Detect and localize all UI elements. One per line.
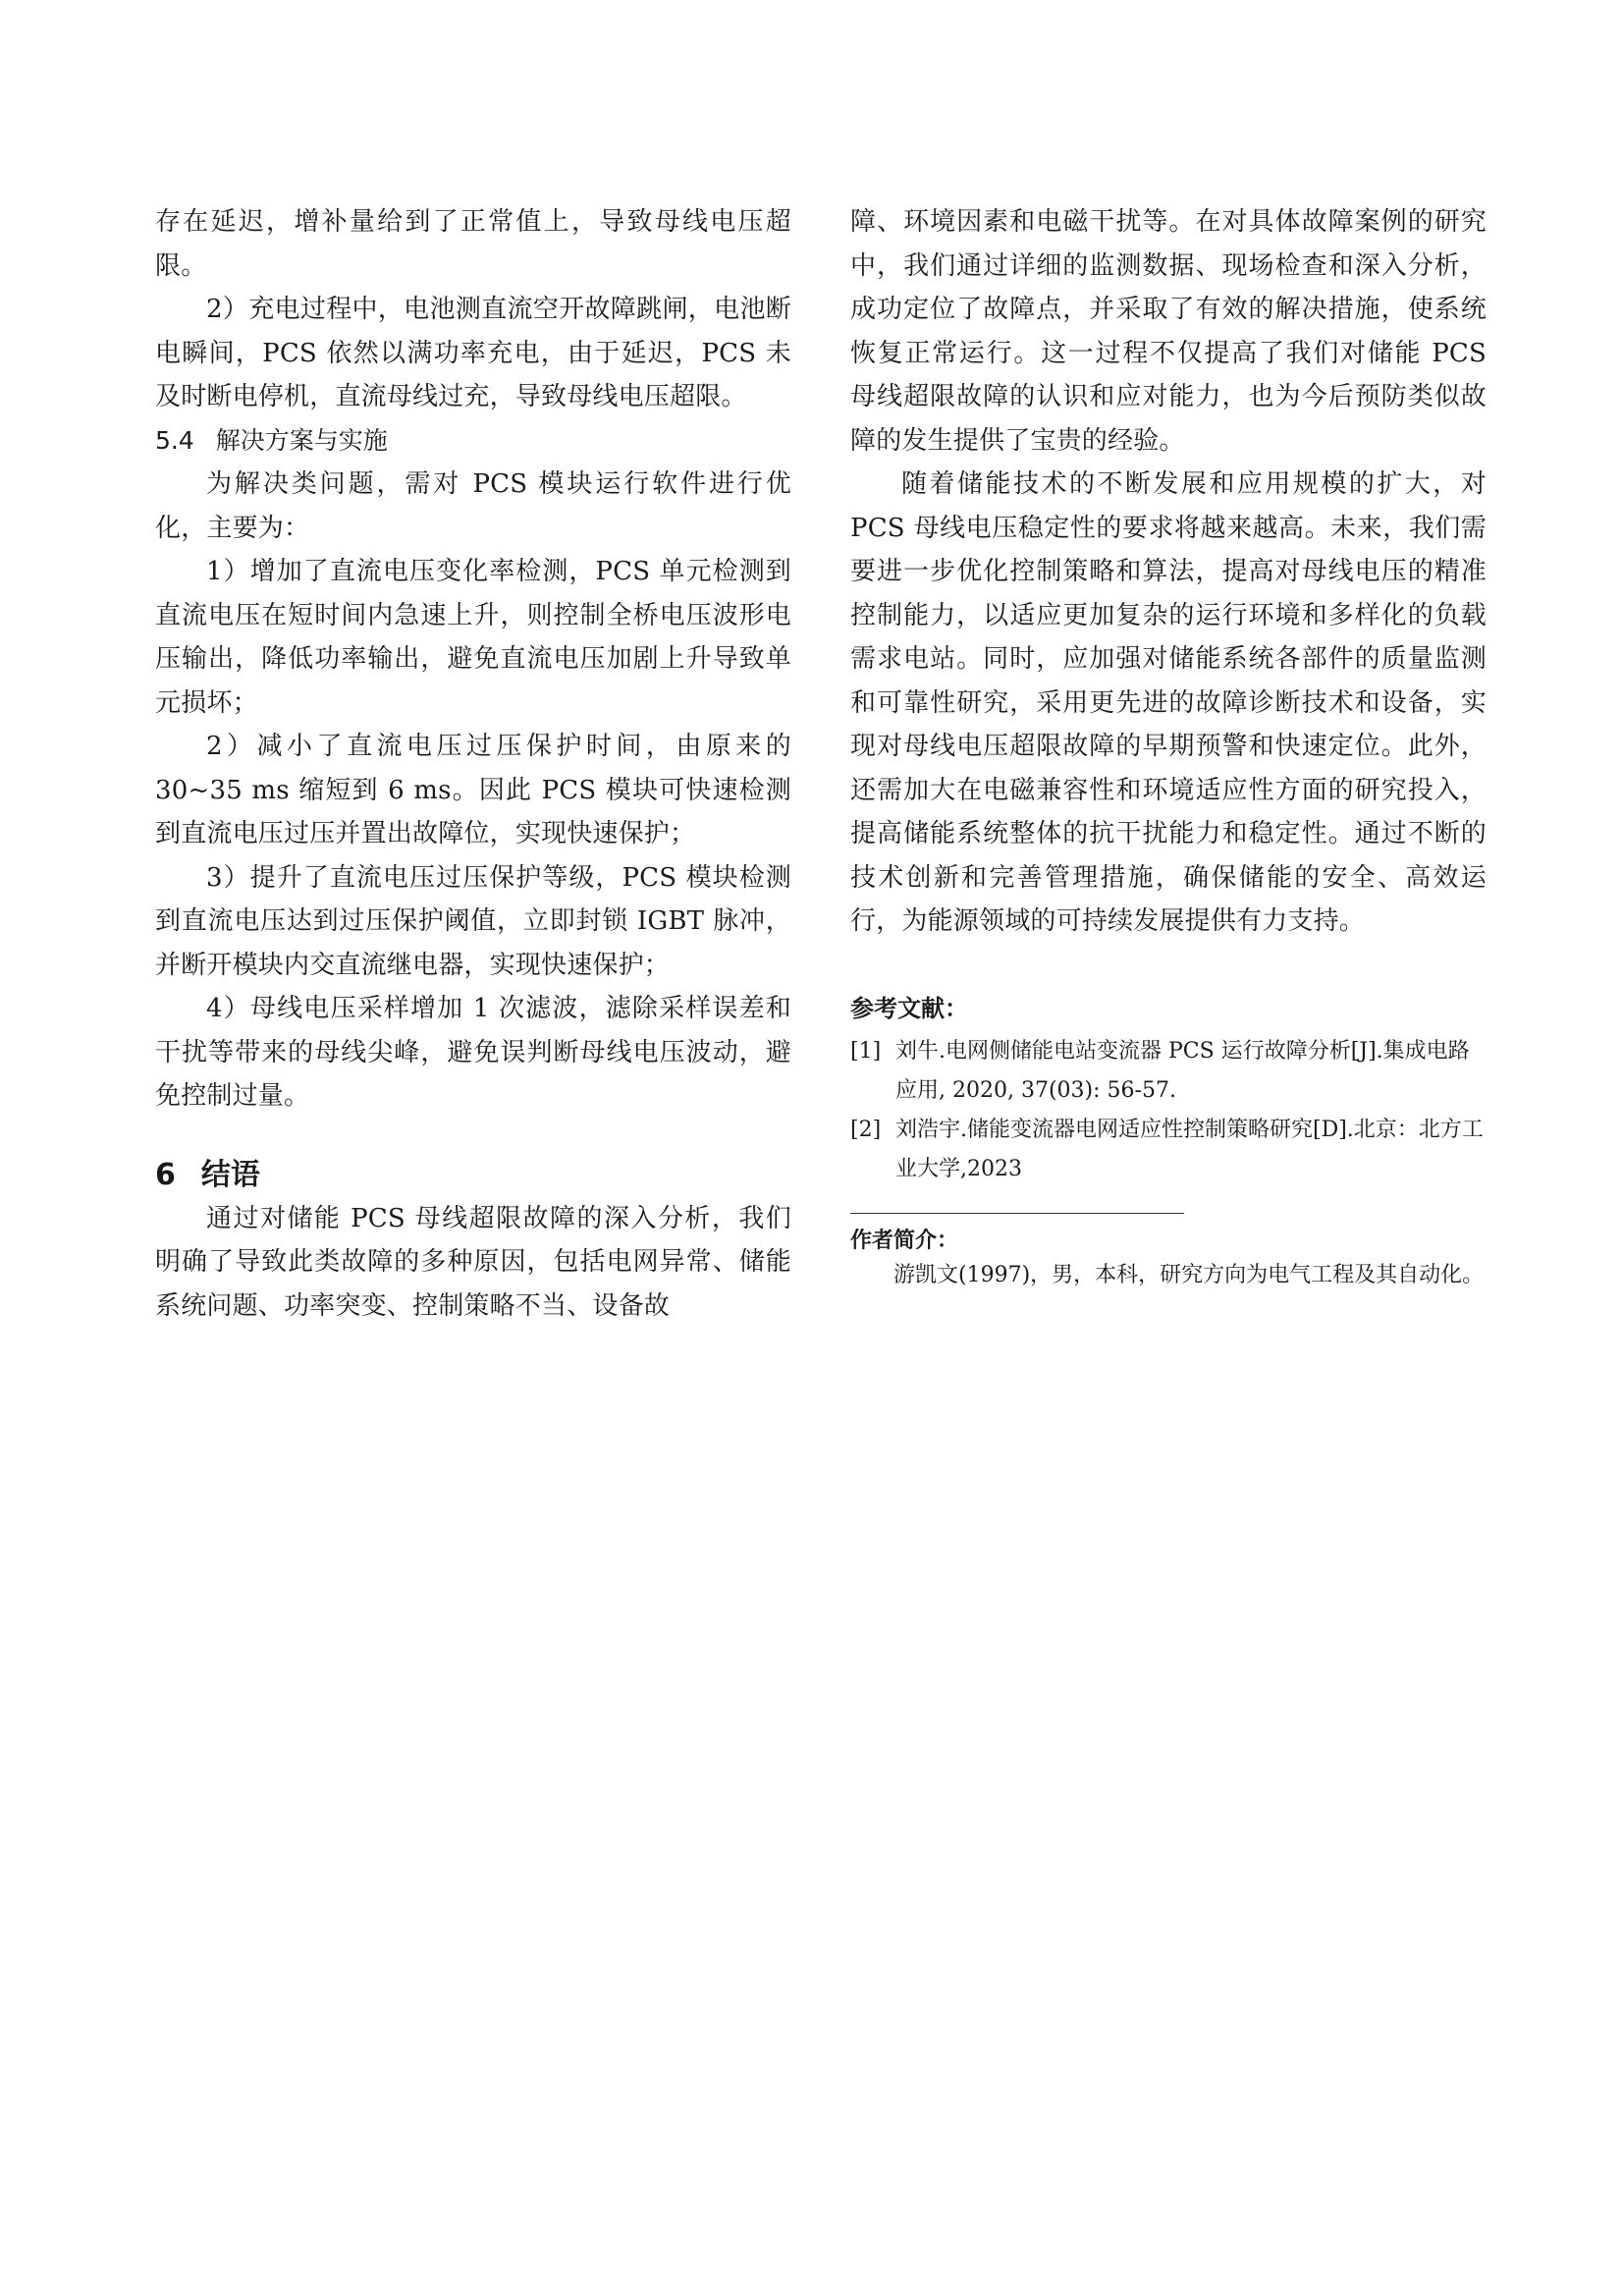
reference-text: 刘牛.电网侧储能电站变流器 PCS 运行故障分析[J].集成电路应用, 2020, 37(03): 56-57. — [895, 1038, 1470, 1103]
paragraph: 2）减小了直流电压过压保护时间，由原来的 30~35 ms 缩短到 6 ms。因此 PCS 模块可快速检测到直流电压过压并置出故障位，实现快速保护； — [155, 732, 791, 848]
footnote-divider — [850, 1213, 1184, 1214]
right-column — [850, 200, 1487, 1294]
paragraph: 障、环境因素和电磁干扰等。在对具体故障案例的研究中，我们通过详细的监测数据、现场检查和深入分析，成功定位了故障点，并采取了有效的解决措施，使系统恢复正常运行。这一过程不仅提高了我们对储能 PCS 母线超限故障的认识和应对能力，也为今后预防类似故障的发生提供了宝贵的经验。 — [850, 207, 1487, 456]
reference-item — [850, 1111, 1487, 1189]
paragraph: 4）母线电压采样增加 1 次滤波，滤除采样误差和干扰等带来的母线尖峰，避免误判断母线电压波动，避免控制过量。 — [155, 994, 791, 1111]
references-title: 参考文献： — [850, 994, 968, 1022]
section-title: 结语 — [200, 1157, 260, 1192]
reference-text: 刘浩宇.储能变流器电网适应性控制策略研究[D].北京：北方工业大学,2023 — [895, 1117, 1484, 1181]
references-list — [850, 1032, 1487, 1189]
section-heading-5-4 — [155, 419, 791, 464]
paragraph: 为解决类问题，需对 PCS 模块运行软件进行优化，主要为： — [155, 469, 791, 543]
reference-number: [2] — [850, 1117, 882, 1142]
paragraph: 存在延迟，增补量给到了正常值上，导致母线电压超限。 — [155, 207, 791, 281]
author-bio: 游凯文(1997)，男，本科，研究方向为电气工程及其自动化。 — [893, 1262, 1485, 1287]
section-heading-6 — [155, 1154, 791, 1197]
paragraph: 2）充电过程中，电池测直流空开故障跳闸，电池断电瞬间，PCS 依然以满功率充电，由于延迟，PCS 未及时断电停机，直流母线过充，导致母线电压超限。 — [155, 295, 791, 411]
section-number: 6 — [155, 1157, 176, 1192]
paragraph: 通过对储能 PCS 母线超限故障的深入分析，我们明确了导致此类故障的多种原因，包括电网异常、储能系统问题、功率突变、控制策略不当、设备故 — [155, 1203, 791, 1321]
section-title: 解决方案与实施 — [215, 425, 388, 455]
paragraph: 3）提升了直流电压过压保护等级，PCS 模块检测到直流电压达到过压保护阈值，立即封锁 IGBT 脉冲，并断开模块内交直流继电器，实现快速保护； — [155, 862, 791, 980]
author-title: 作者简介： — [850, 1228, 959, 1253]
reference-item — [850, 1032, 1487, 1111]
reference-number: [1] — [850, 1038, 882, 1064]
section-number: 5.4 — [155, 425, 194, 455]
paragraph: 随着储能技术的不断发展和应用规模的扩大，对 PCS 母线电压稳定性的要求将越来越高。未来，我们需要进一步优化控制策略和算法，提高对母线电压的精准控制能力，以适应更加复杂的运行环境和多样化的负载需求电站。同时，应加强对储能系统各部件的质量监测和可靠性研究，采用更先进的故障诊断技术和设备，实现对母线电压超限故障的早期预警和快速定位。此外，还需加大在电磁兼容性和环境适应性方面的研究投入，提高储能系统整体的抗干扰能力和稳定性。通过不断的技术创新和完善管理措施，确保储能的安全、高效运行，为能源领域的可持续发展提供有力支持。 — [850, 469, 1487, 936]
paragraph: 1）增加了直流电压变化率检测，PCS 单元检测到直流电压在短时间内急速上升，则控制全桥电压波形电压输出，降低功率输出，避免直流电压加剧上升导致单元损坏； — [155, 557, 791, 718]
left-column — [155, 200, 791, 1328]
